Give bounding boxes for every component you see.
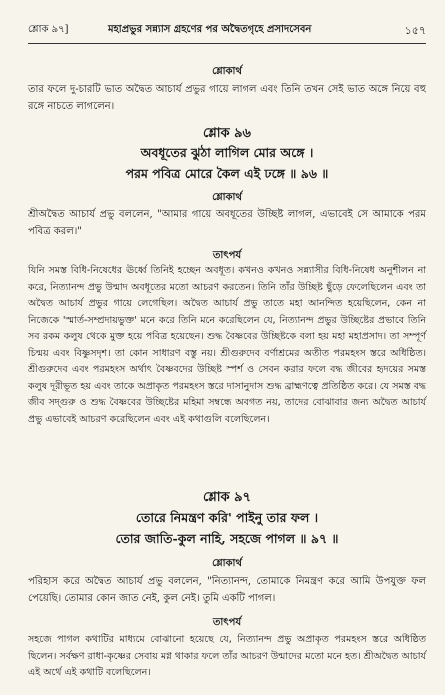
verse-97-translation-heading: শ্লোকার্থ xyxy=(212,558,242,569)
chapter-title: মহাপ্রভুর সন্ন্যাস গ্রহণের পর অদ্বৈতগৃহে প্রসাদসেবন xyxy=(108,24,312,35)
verse-97-label: শ্লোক ৯৭ xyxy=(202,490,252,505)
translation-heading: শ্লোকার্থ xyxy=(212,66,242,77)
translation-text: তার ফলে দু-চারটি ভাত অদ্বৈত আচার্য প্রভুর গায়ে লাগল এবং তিনি তখন সেই ভাত অঙ্গে নিয়ে বহু রঙ্গে নাচতে লাগলেন। xyxy=(28,84,426,112)
verse-97-purport-heading: তাৎপর্য xyxy=(212,617,242,628)
verse-reference: শ্লোক ৯৭] xyxy=(28,24,69,35)
verse-96-label: শ্লোক ৯৬ xyxy=(202,126,252,141)
verse-96-purport: যিনি সমস্ত বিধি-নিষেধের ঊর্ধ্বে তিনিই হচ্ছেন অবধূত। কখনও কখনও সন্ন্যাসীর বিধি-নিষেধ অনুশীলন না করে, নিত্যানন্দ প্রভু উন্মাদ অবধূতের মতো আচরণ করতেন। তিনি তাঁর উচ্ছিষ্ট ছুঁড়ে ফেলেছিলেন এবং তা অদ্বৈত আচার্য প্রভুর গায়ে লেগেছিল। অদ্বৈত আচার্য প্রভু তাতে মহা আনন্দিত হয়েছিলেন, কেন না নিজেকে 'স্মার্ত-সম্প্রদায়ভুক্ত' মনে করে তিনি মনে করেছিলেন যে, নিত্যানন্দ প্রভুর উচ্ছিষ্টের প্রভাবে তিনি সব রকম কলুষ থেকে মুক্ত হয়ে পবিত্র হয়েছেন। শুদ্ধ বৈষ্ণবের উচ্ছিষ্টকে বলা হয় মহা মহাপ্রসাদ। তা সম্পূর্ণ চিন্ময় এবং বিষ্ণুসদৃশ। তা কোন সাধারণ বস্তু নয়। শ্রীগুরুদেব বর্ণাশ্রমের অতীত পরমহংস স্তরে অধিষ্ঠিত। শ্রীগুরুদেব এবং পরমহংস অর্থাৎ বৈষ্ণবদের উচ্ছিষ্ট স্পর্শ ও সেবন করার ফলে বদ্ধ জীবের হৃদয়ের সমস্ত কলুষ দূরীভূত হয় এবং তাকে অপ্রাকৃত পরমহংস স্তরে দাসানুদাস শুদ্ধ ব্রাহ্মণত্বে প্রতিষ্ঠিত করে। যে সমস্ত বদ্ধ জীব সদ্গুরু ও শুদ্ধ বৈষ্ণবের উচ্ছিষ্টের মহিমা সম্বন্ধে অবগত নয়, তাদের বোঝাবার জন্য অদ্বৈত আচার্য প্রভু এভাবেই আচরণ করেছিলেন এবং এই কথাগুলি বলেছিলেন। xyxy=(28,265,426,425)
verse-96-purport-heading: তাৎপর্য xyxy=(212,250,242,261)
book-page xyxy=(28,0,426,695)
header-rule xyxy=(28,43,426,44)
verse-97-translation: পরিহাস করে অদ্বৈত আচার্য প্রভু বললেন, "নিত্যানন্দ, তোমাকে নিমন্ত্রণ করে আমি উপযুক্ত ফল পেয়েছি। তোমার কোন জাত নেই, কুল নেই। তুমি একটি পাগল। xyxy=(28,576,426,604)
verse-97-line-2: তোর জাতি-কুল নাহি, সহজে পাগল ॥ ৯৭ ॥ xyxy=(115,531,339,546)
verse-96-line-2: পরম পবিত্র মোরে কৈল এই ঢঙ্গে ॥ ৯৬ ॥ xyxy=(125,166,329,181)
verse-96-translation-heading: শ্লোকার্থ xyxy=(212,192,242,203)
verse-97-purport: সহজে পাগল কথাটির মাধ্যমে বোঝানো হয়েছে যে, নিত্যানন্দ প্রভু অপ্রাকৃত পরমহংস স্তরে অধিষ্ঠিত ছিলেন। সর্বক্ষণ রাধা-কৃষ্ণের সেবায় মগ্ন থাকার ফলে তাঁর আচরণ উন্মাদের মতো মনে হত। শ্রীঅদ্বৈত আচার্য এই অর্থে এই কথাটি বলেছিলেন। xyxy=(28,634,426,678)
page-number: ১৫৭ xyxy=(404,24,426,37)
verse-96-translation: শ্রীঅদ্বৈত আচার্য প্রভু বললেন, "আমার গায়ে অবধূতের উচ্ছিষ্ট লাগল, এভাবেই সে আমাকে পরম পবিত্র করল।" xyxy=(28,209,426,237)
verse-97-line-1: তোরে নিমন্ত্রণ করি' পাইনু তার ফল । xyxy=(135,510,319,525)
running-head xyxy=(28,22,426,40)
verse-96-line-1: অবধূতের ঝুঠা লাগিল মোর অঙ্গে । xyxy=(140,145,314,160)
